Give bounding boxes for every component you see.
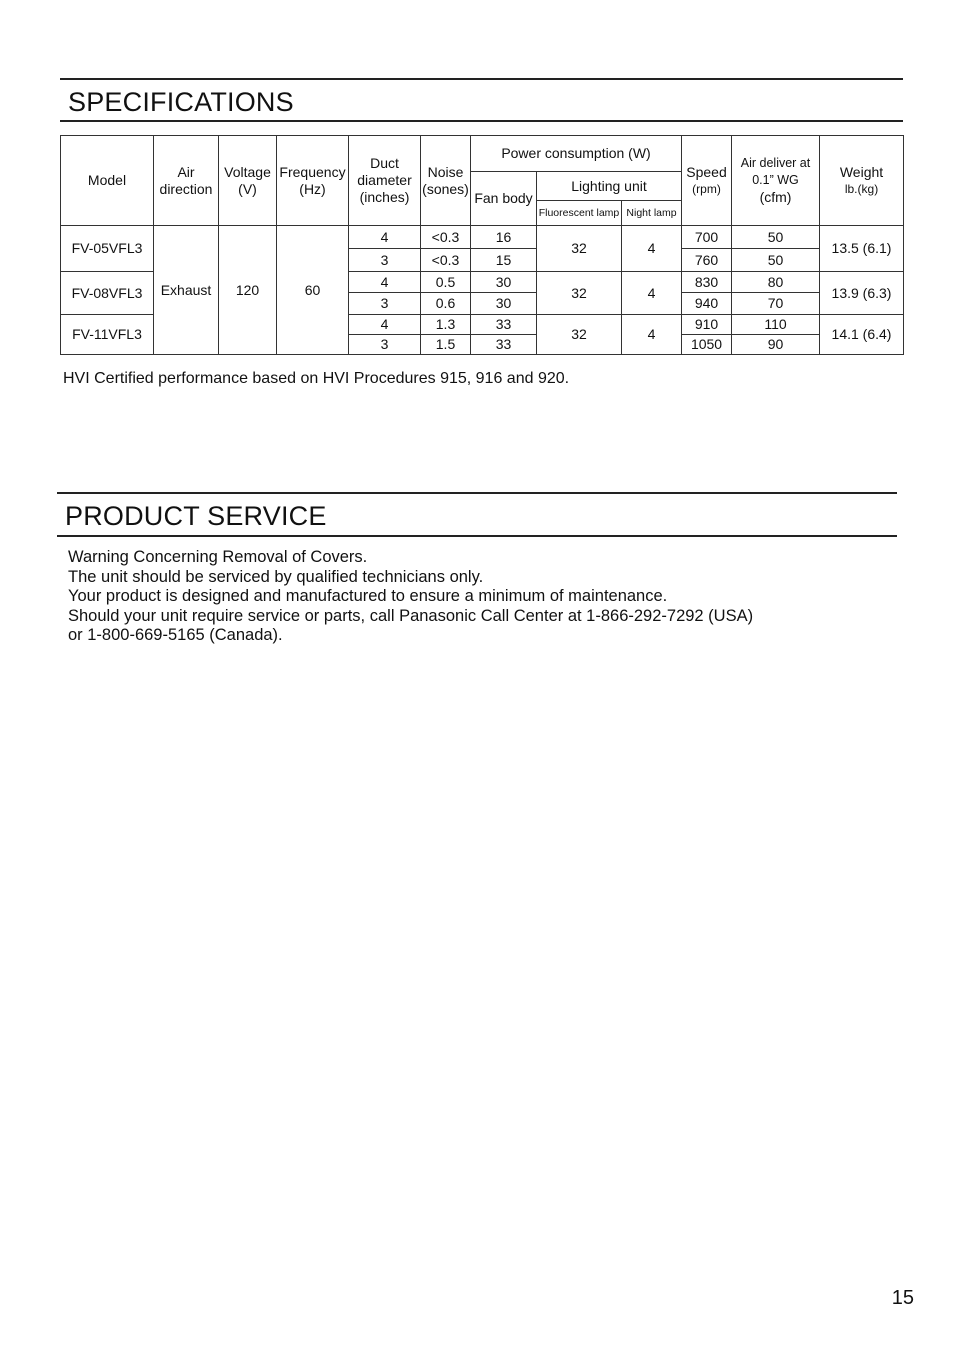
page-number: 15 — [891, 1287, 914, 1309]
air-deliver-cell: 110 — [732, 315, 820, 335]
air-deliver-cell: 80 — [732, 272, 820, 293]
duct-cell: 3 — [349, 335, 421, 355]
speed-unit: (rpm) — [692, 181, 721, 196]
model-cell: FV-05VFL3 — [61, 226, 154, 272]
header-night-lamp: Night lamp — [622, 201, 682, 226]
fan-body-cell: 30 — [471, 293, 537, 315]
noise-cell: 1.5 — [421, 335, 471, 355]
fan-body-cell: 15 — [471, 249, 537, 272]
weight-cell: 14.1 (6.4) — [820, 315, 904, 355]
voltage-cell: 120 — [219, 226, 277, 355]
speed-cell: 940 — [682, 293, 732, 315]
service-line: Should your unit require service or parts, call Panasonic Call Center at 1-866-292-7292 (USA) — [68, 606, 754, 625]
air-deliver-cell: 50 — [732, 249, 820, 272]
frequency-cell: 60 — [277, 226, 349, 355]
product-service-heading: PRODUCT SERVICE — [57, 492, 897, 537]
fan-body-cell: 33 — [471, 315, 537, 335]
header-power-consumption: Power consumption (W) — [471, 136, 682, 172]
duct-cell: 4 — [349, 272, 421, 293]
fluorescent-lamp-cell: 32 — [537, 315, 622, 355]
speed-cell: 700 — [682, 226, 732, 249]
air-deliver-label: Air deliver at 0.1” WG — [740, 156, 811, 187]
header-weight — [820, 136, 904, 226]
night-lamp-cell: 4 — [622, 226, 682, 272]
night-lamp-cell: 4 — [622, 315, 682, 355]
header-fluorescent-lamp: Fluorescent lamp — [537, 201, 622, 226]
service-line: or 1-800-669-5165 (Canada). — [68, 626, 283, 644]
header-duct-diameter: Duct diameter (inches) — [349, 136, 421, 226]
noise-cell: 0.6 — [421, 293, 471, 315]
weight-label: Weight — [839, 163, 884, 180]
model-cell: FV-08VFL3 — [61, 272, 154, 315]
air-deliver-cell: 70 — [732, 293, 820, 315]
header-air-direction: Air direction — [154, 136, 219, 226]
noise-cell: <0.3 — [421, 226, 471, 249]
header-lighting-unit: Lighting unit — [537, 172, 682, 201]
header-air-deliver — [732, 136, 820, 226]
duct-cell: 4 — [349, 226, 421, 249]
header-model: Model — [61, 136, 154, 226]
duct-cell: 3 — [349, 249, 421, 272]
header-noise: Noise (sones) — [421, 136, 471, 226]
fluorescent-lamp-cell: 32 — [537, 272, 622, 315]
weight-cell: 13.9 (6.3) — [820, 272, 904, 315]
speed-cell: 760 — [682, 249, 732, 272]
model-cell: FV-11VFL3 — [61, 315, 154, 355]
specifications-heading: SPECIFICATIONS — [60, 78, 903, 122]
weight-unit: lb.(kg) — [844, 181, 879, 196]
speed-cell: 910 — [682, 315, 732, 335]
header-voltage: Voltage (V) — [219, 136, 277, 226]
air-deliver-unit: (cfm) — [759, 189, 792, 205]
weight-cell: 13.5 (6.1) — [820, 226, 904, 272]
service-line: Your product is designed and manufactured to ensure a minimum of maintenance. — [68, 587, 668, 605]
specifications-table — [60, 135, 904, 355]
fan-body-cell: 16 — [471, 226, 537, 249]
noise-cell: <0.3 — [421, 249, 471, 272]
night-lamp-cell: 4 — [622, 272, 682, 315]
fan-body-cell: 33 — [471, 335, 537, 355]
speed-label: Speed — [686, 163, 727, 180]
header-speed — [682, 136, 732, 226]
air-direction-cell: Exhaust — [154, 226, 219, 355]
air-deliver-cell: 50 — [732, 226, 820, 249]
service-line: Warning Concerning Removal of Covers. — [68, 548, 368, 566]
duct-cell: 3 — [349, 293, 421, 315]
service-line: The unit should be serviced by qualified technicians only. — [68, 567, 484, 586]
noise-cell: 0.5 — [421, 272, 471, 293]
noise-cell: 1.3 — [421, 315, 471, 335]
speed-cell: 1050 — [682, 335, 732, 355]
header-frequency: Frequency (Hz) — [277, 136, 349, 226]
fan-body-cell: 30 — [471, 272, 537, 293]
header-fan-body: Fan body — [471, 172, 537, 226]
air-deliver-cell: 90 — [732, 335, 820, 355]
fluorescent-lamp-cell: 32 — [537, 226, 622, 272]
duct-cell: 4 — [349, 315, 421, 335]
product-service-text — [68, 548, 753, 646]
table-row — [61, 226, 904, 249]
hvi-certification-note: HVI Certified performance based on HVI Procedures 915, 916 and 920. — [63, 370, 570, 387]
speed-cell: 830 — [682, 272, 732, 293]
